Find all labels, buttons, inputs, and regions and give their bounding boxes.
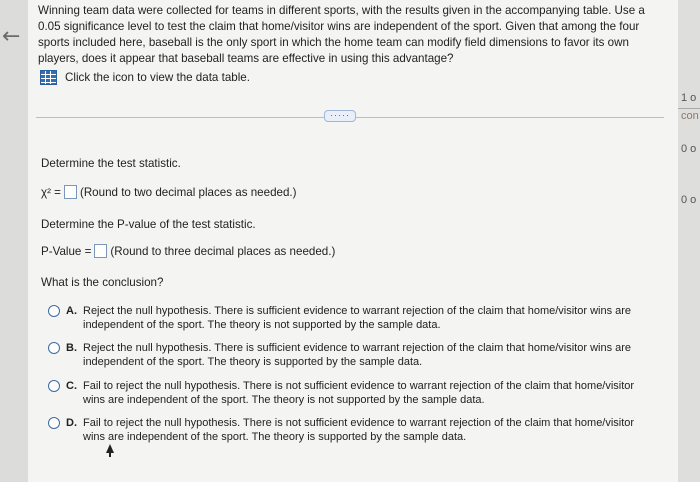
option-text: Fail to reject the null hypothesis. There is not sufficient evidence to warrant rejection of the claim that home/visitor wins are independent of the sport. The theory is supported by the sample data. [83,417,635,443]
data-table-link-label: Click the icon to view the data table. [65,71,250,84]
data-table-icon[interactable] [40,70,57,85]
option-text: Fail to reject the null hypothesis. There is not sufficient evidence to warrant rejection of the claim that home/visitor wins are independent of the sport. The theory is not supported by the sample data. [83,380,635,406]
option-c[interactable] [48,379,658,407]
test-statistic-prompt: Determine the test statistic. [41,157,181,170]
option-letter: D. [66,417,77,429]
chi-square-input[interactable] [64,185,77,199]
side-fragment: con [681,110,699,122]
option-letter: A. [66,305,77,317]
option-a[interactable] [48,304,658,332]
p-value-symbol: P-Value = [41,244,92,258]
chi-square-symbol: χ² = [41,185,61,199]
option-letter: B. [66,342,77,354]
question-panel [28,0,678,482]
p-value-row [41,244,335,258]
side-fragment: 1 o [681,92,697,104]
right-margin [678,0,700,482]
radio-button[interactable] [48,417,60,429]
data-table-link[interactable] [40,70,250,85]
radio-button[interactable] [48,305,60,317]
test-statistic-row [41,185,297,199]
option-text: Reject the null hypothesis. There is sufficient evidence to warrant rejection of the claim that home/visitor wins are independent of the sport. The theory is supported by the sample data. [83,342,632,368]
p-value-hint: (Round to three decimal places as needed.) [110,244,336,258]
side-fragment: 0 o [681,143,697,155]
p-value-prompt: Determine the P-value of the test statistic. [41,218,256,231]
question-text: Winning team data were collected for teams in different sports, with the results given in the accompanying table. Use a 0.05 significance level to test the claim that home/visitor wins are independent of the sport. Given that among the four sports included here, baseball is the only sport in which the home team can modify field dimensions to favor its own players, does it appear that baseball teams are effective in using this advantage? [38,4,645,65]
back-arrow-icon[interactable]: ← [2,24,21,49]
option-d[interactable] [48,416,658,444]
radio-button[interactable] [48,342,60,354]
chi-square-hint: (Round to two decimal places as needed.) [79,185,297,199]
side-fragment: 0 o [681,194,697,206]
option-b[interactable] [48,341,658,369]
conclusion-prompt: What is the conclusion? [41,276,164,289]
p-value-input[interactable] [94,244,107,258]
left-margin [0,0,28,482]
mouse-cursor-tail [109,452,111,457]
radio-button[interactable] [48,380,60,392]
expand-button[interactable]: ····· [324,110,356,122]
option-letter: C. [66,380,77,392]
right-divider [678,108,700,109]
option-text: Reject the null hypothesis. There is sufficient evidence to warrant rejection of the claim that home/visitor wins are independent of the sport. The theory is not supported by the sample data. [83,305,632,331]
